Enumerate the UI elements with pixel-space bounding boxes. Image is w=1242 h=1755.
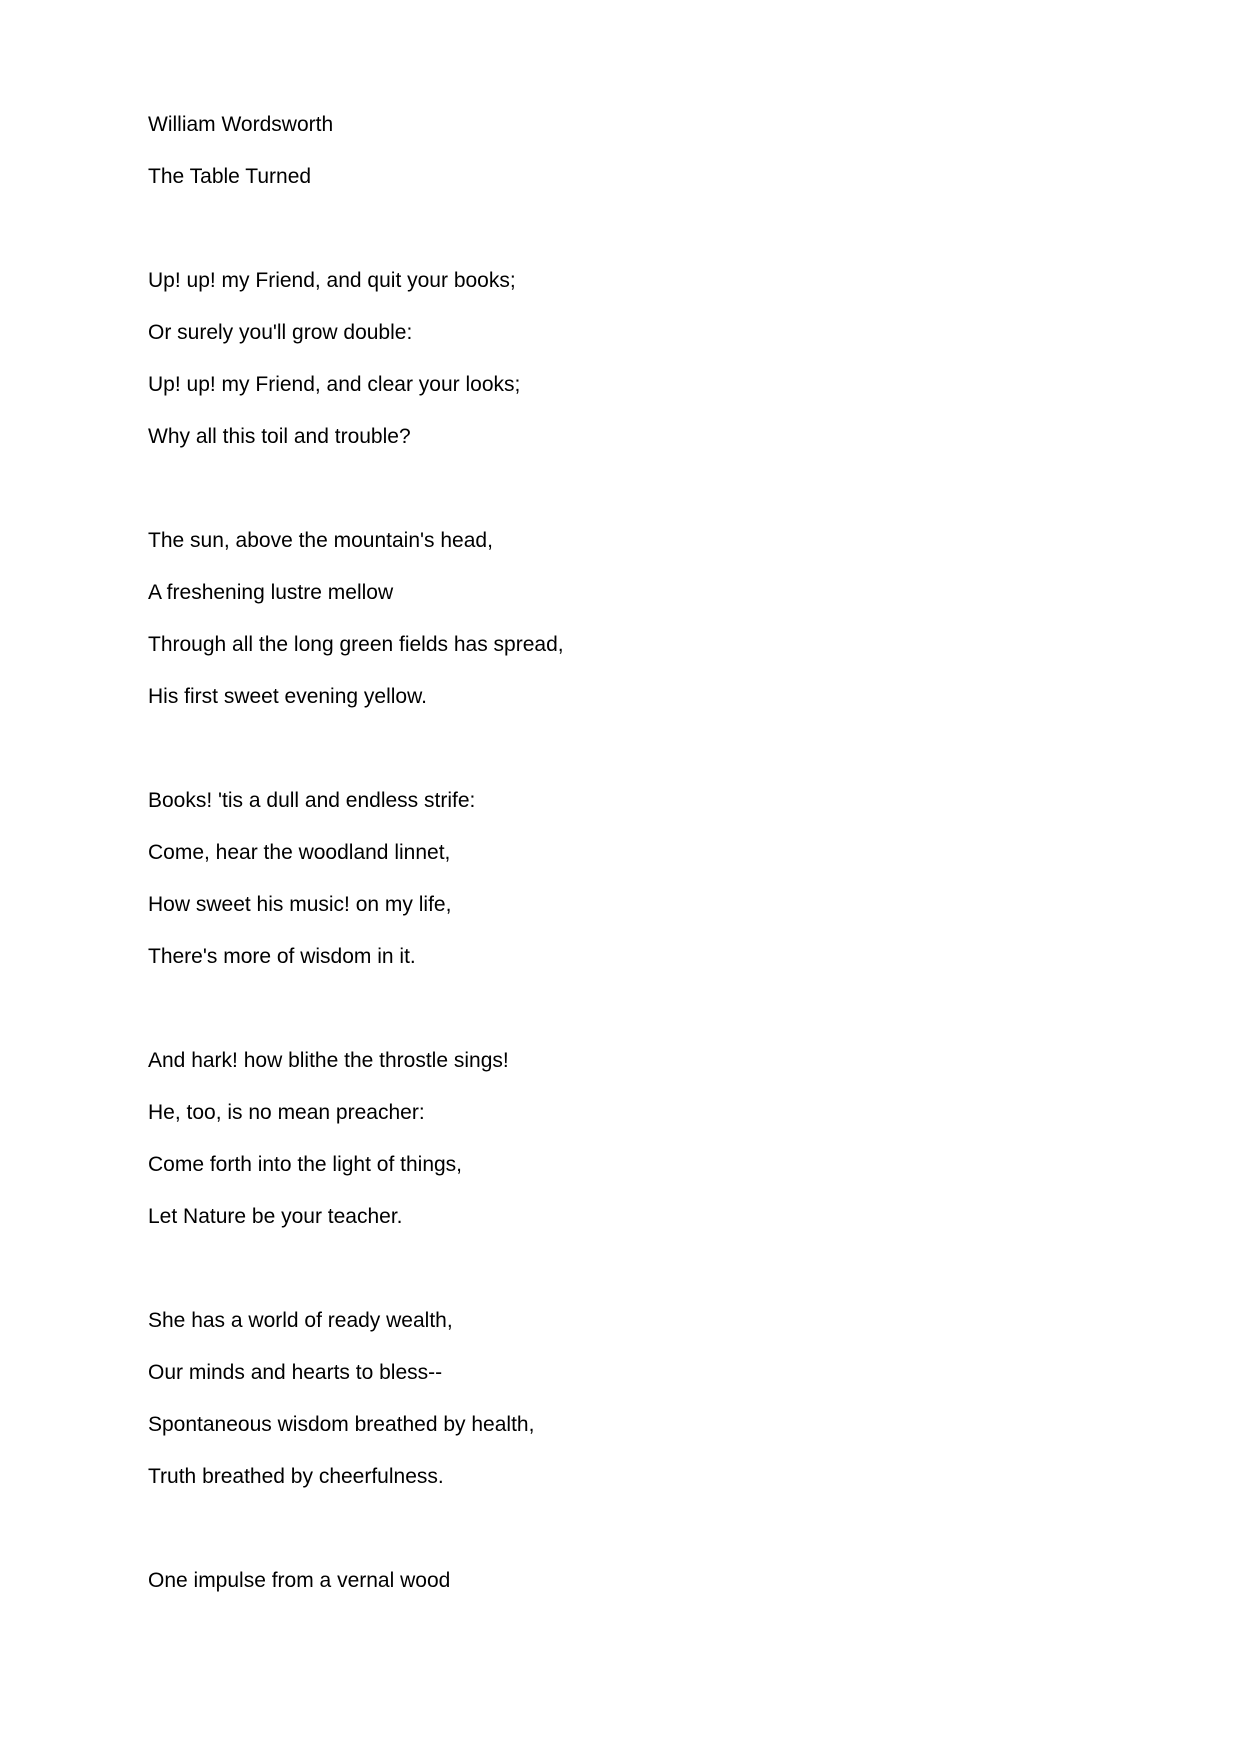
blank-line bbox=[148, 214, 1148, 266]
stanza-2 bbox=[148, 526, 1148, 734]
poem-line: Up! up! my Friend, and clear your looks; bbox=[148, 373, 521, 396]
poem-line: Let Nature be your teacher. bbox=[148, 1205, 403, 1228]
poem-line: Our minds and hearts to bless-- bbox=[148, 1361, 443, 1384]
poem-line: He, too, is no mean preacher: bbox=[148, 1101, 425, 1124]
stanza-6 bbox=[148, 1566, 1148, 1618]
poem-line: And hark! how blithe the throstle sings! bbox=[148, 1049, 509, 1072]
author-name: William Wordsworth bbox=[148, 113, 334, 136]
poem-line: Through all the long green fields has spread, bbox=[148, 633, 564, 656]
poem-line: Come forth into the light of things, bbox=[148, 1153, 463, 1176]
poem-line: Or surely you'll grow double: bbox=[148, 321, 413, 344]
poem-line: Come, hear the woodland linnet, bbox=[148, 841, 451, 864]
poem-line: There's more of wisdom in it. bbox=[148, 945, 416, 968]
poem-line: Up! up! my Friend, and quit your books; bbox=[148, 269, 516, 292]
stanza-1 bbox=[148, 266, 1148, 474]
poem-title: The Table Turned bbox=[148, 165, 312, 188]
blank-line bbox=[148, 994, 1148, 1046]
blank-line bbox=[148, 1254, 1148, 1306]
stanza-4 bbox=[148, 1046, 1148, 1254]
poem-line: How sweet his music! on my life, bbox=[148, 893, 452, 916]
poem-line: Books! 'tis a dull and endless strife: bbox=[148, 789, 476, 812]
poem-line: Spontaneous wisdom breathed by health, bbox=[148, 1413, 535, 1436]
stanza-5 bbox=[148, 1306, 1148, 1514]
poem-line: A freshening lustre mellow bbox=[148, 581, 394, 604]
poem-line: His first sweet evening yellow. bbox=[148, 685, 427, 708]
stanza-3 bbox=[148, 786, 1148, 994]
poem-text-block bbox=[148, 110, 1148, 1618]
poem-line: The sun, above the mountain's head, bbox=[148, 529, 493, 552]
blank-line bbox=[148, 734, 1148, 786]
blank-line bbox=[148, 474, 1148, 526]
poem-line: One impulse from a vernal wood bbox=[148, 1569, 451, 1592]
poem-line: Why all this toil and trouble? bbox=[148, 425, 411, 448]
blank-line bbox=[148, 1514, 1148, 1566]
poem-line: She has a world of ready wealth, bbox=[148, 1309, 453, 1332]
poem-line: Truth breathed by cheerfulness. bbox=[148, 1465, 444, 1488]
